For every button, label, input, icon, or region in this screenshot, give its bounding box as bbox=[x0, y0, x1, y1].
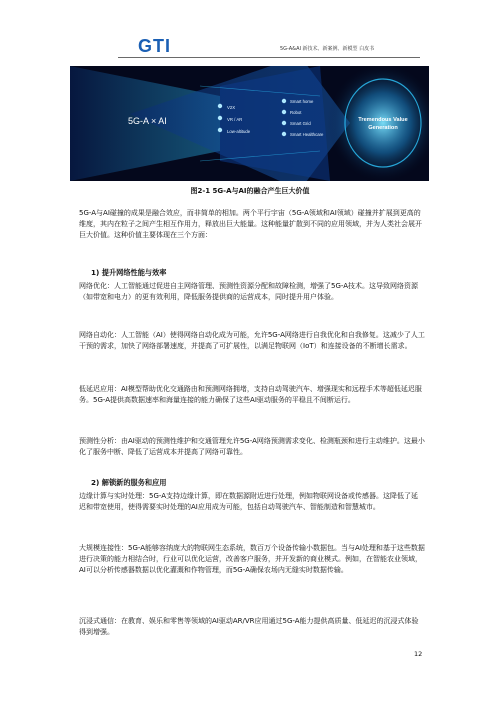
section1-para-2: 网络自动化：人工智能（AI）使得网络自动化成为可能，允许5G-A网络进行自我优化和自我修复。这减少了人工干预的需求，加快了网络部署速度，并提高了可扩展性，以满足物联网（IoT）和连接设备的不断增长需求。 bbox=[79, 331, 425, 350]
left-item-2: VR / AR bbox=[227, 117, 243, 122]
intro-paragraph: 5G-A与AI碰撞的成果是融合效应，而非简单的相加。两个平行宇宙（5G-A领域和AI领域）碰撞并扩展到更高的维度，其内在粒子之间产生相互作用力，释放出巨大能量。这种能量扩散到不同的应用领域，并为人类社会展开巨大价值。这种价值主要体现在三个方面： bbox=[79, 209, 422, 239]
figure-graphic bbox=[70, 66, 429, 181]
header-title: 5G-A&AI 新技术、新案例、新模型 白皮书 bbox=[280, 46, 375, 52]
right-item-1: Smart home bbox=[290, 99, 314, 104]
v2x-icon bbox=[218, 104, 222, 108]
section2-para-2: 大规模连接性：5G-A能够容纳庞大的物联网生态系统，数百万个设备传输小数据包。当与AI处理和基于这些数据进行决策的能力相结合时，行业可以优化运营，改善客户服务，并开发新的商业模式。例如，在智能农业领域，AI可以分析传感器数据以优化灌溉和作物管理，而5G-A确保农场内无缝实时数据传输。 bbox=[79, 544, 425, 574]
grid-icon bbox=[282, 121, 286, 125]
robot-icon bbox=[282, 110, 286, 114]
center-label: 5G-A × AI bbox=[128, 116, 167, 126]
healthcare-icon bbox=[282, 132, 286, 136]
value-text-1: Tremendous Value bbox=[358, 117, 408, 123]
gti-logo: GTI bbox=[138, 36, 171, 56]
right-item-4: Smart Healthcare bbox=[290, 132, 324, 137]
section1-para-1: 网络优化：人工智能通过促进自主网络管理、预测性资源分配和故障检测，增强了5G-A技术。这导致网络资源（如带宽和电力）的更有效利用，降低服务提供商的运营成本，同时提升用户体验。 bbox=[79, 282, 419, 301]
vr-ar-icon bbox=[218, 116, 222, 120]
section2-para-3: 沉浸式通信：在教育、娱乐和零售等领域的AI驱动AR/VR应用通过5G-A能力提供高质量、低延迟的沉浸式体验得到增强。 bbox=[79, 617, 419, 636]
section1-heading: 1) 提升网络性能与效率 bbox=[91, 268, 167, 277]
right-item-3: Smart Grid bbox=[290, 121, 311, 126]
page-number: 12 bbox=[414, 650, 423, 658]
drone-icon bbox=[218, 128, 222, 132]
left-item-1: V2X bbox=[227, 105, 236, 110]
section2-heading: 2) 解锁新的服务和应用 bbox=[91, 478, 167, 487]
figure-caption: 图2-1 5G-A与AI的融合产生巨大价值 bbox=[190, 187, 310, 195]
section1-para-3: 低延迟应用：AI模型帮助优化交通路由和预测网络拥堵，支持自动驾驶汽车、增强现实和远程手术等超低延迟服务。5G-A提供高数据速率和海量连接的能力确保了这些AI驱动服务的平稳且不间断运行。 bbox=[79, 385, 422, 404]
value-text-2: Generation bbox=[368, 125, 398, 131]
right-item-2: Robot bbox=[290, 110, 302, 115]
home-icon bbox=[282, 99, 286, 103]
left-item-3: Low-altitude bbox=[227, 129, 251, 134]
figure-banner bbox=[70, 66, 429, 181]
section2-para-1: 边缘计算与实时处理：5G-A支持边缘计算，即在数据源附近进行处理，例如物联网设备或传感器。这降低了延迟和带宽使用，使得需要实时处理的AI应用成为可能，包括自动驾驶汽车、智能制造和智慧城市。 bbox=[79, 492, 419, 511]
section1-para-4: 预测性分析：由AI驱动的预测性维护和交通管理允许5G-A网络预测需求变化、检测瓶颈和进行主动维护。这最小化了服务中断、降低了运营成本并提高了网络可靠性。 bbox=[79, 437, 425, 456]
header-divider bbox=[118, 57, 420, 58]
